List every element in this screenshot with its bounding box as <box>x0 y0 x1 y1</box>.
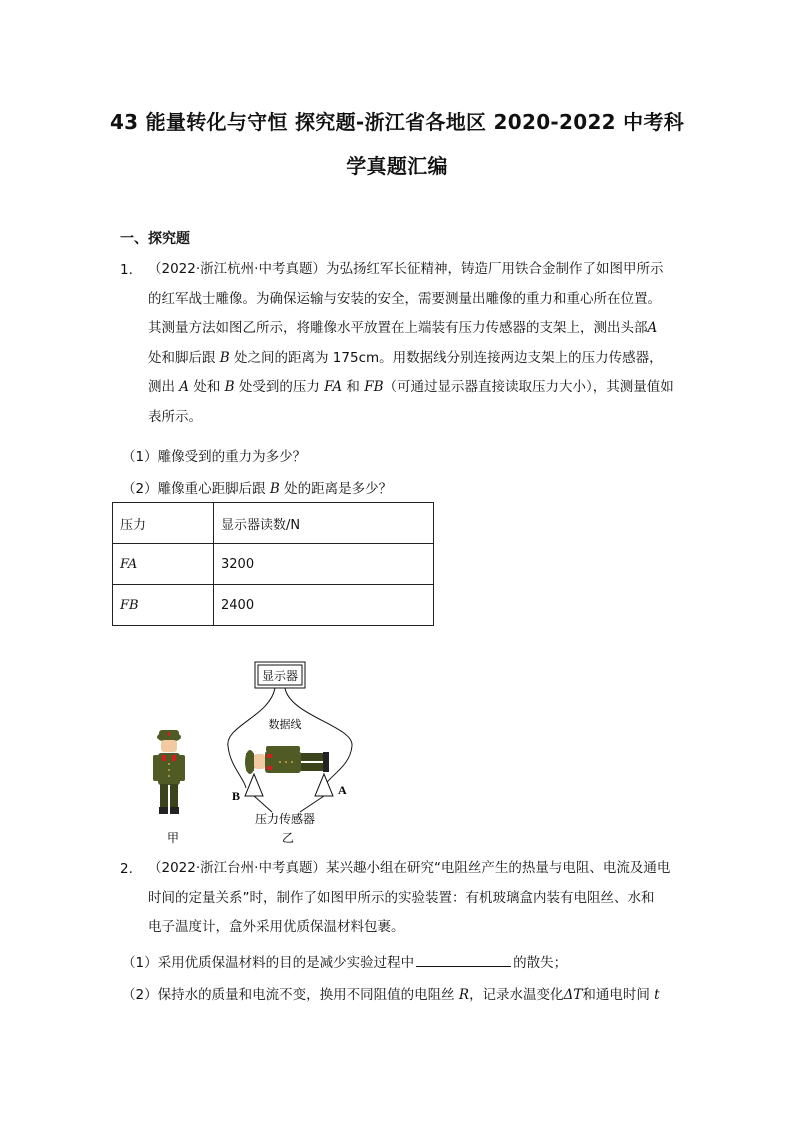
cable-label: 数据线 <box>268 719 302 731</box>
answer-blank[interactable] <box>416 952 511 967</box>
question-2-text <box>148 854 680 943</box>
document-title <box>100 100 694 188</box>
q2-sub-question-1: （1）采用优质保温材料的目的是减少实验过程中 的散失； <box>122 951 567 971</box>
var-fb: FB <box>364 379 384 395</box>
table-row <box>113 544 434 585</box>
q2-line: 电子温度计，盒外采用优质保温材料包裹。 <box>148 919 405 935</box>
q1-sub-question-2: （2）雕像重心距脚后跟 B 处的距离是多少？ <box>122 481 393 497</box>
caption-yi: 乙 <box>281 831 295 845</box>
soldier-lying <box>245 746 329 774</box>
var-b: B <box>219 349 230 366</box>
q2-sub-question-2: （2）保持水的质量和电流不变，换用不同阻值的电阻丝 R，记录水温变化ΔT和通电时间 t <box>122 987 660 1003</box>
table-header-cell: 显示器读数/N <box>214 503 434 544</box>
var-r: R <box>458 987 470 1003</box>
question-2-number: 2. <box>120 861 133 877</box>
q1-line: 表所示。 <box>148 408 202 425</box>
var-delta-t: ΔT <box>563 987 583 1003</box>
table-cell: FB <box>113 585 214 626</box>
q1-line: 测出 A 处和 B 处受到的压力 FA 和 FB（可通过显示器直接读取压力大小），其测量值如 <box>148 379 674 395</box>
q2-line: （2022·浙江台州·中考真题）某兴趣小组在研究“电阻丝产生的热量与电阻、电流及通电 <box>148 860 671 876</box>
force-table <box>112 502 434 626</box>
question-1-number: 1. <box>120 262 133 278</box>
table-cell: 3200 <box>214 544 434 585</box>
point-a-label: A <box>338 783 347 797</box>
statue-figure <box>140 656 380 856</box>
question-1-text <box>148 255 680 432</box>
var-a: A <box>647 320 658 336</box>
display-label: 显示器 <box>261 669 299 683</box>
point-b-label: B <box>232 789 241 803</box>
table-row <box>113 585 434 626</box>
cap-star-icon <box>167 732 170 735</box>
q1-sub-question-1: （1）雕像受到的重力为多少？ <box>122 449 307 465</box>
display-box <box>255 662 305 688</box>
support-b <box>245 774 263 796</box>
caption-jia: 甲 <box>166 831 180 845</box>
table-header-row <box>113 503 434 544</box>
support-a <box>315 774 333 796</box>
var-t: t <box>654 987 660 1003</box>
q1-line: （2022·浙江杭州·中考真题）为弘扬红军长征精神，铸造厂用铁合金制作了如图甲所示 <box>148 261 664 277</box>
table-cell: FA <box>113 544 214 585</box>
soldier-standing <box>153 730 185 814</box>
q1-line: 处和脚后跟 B 处之间的距离为 175cm。用数据线分别连接两边支架上的压力传感器， <box>148 349 663 366</box>
q2-line: 时间的定量关系”时，制作了如图甲所示的实验装置：有机玻璃盒内装有电阻丝、水和 <box>148 889 655 906</box>
title-line-1: 43 能量转化与守恒 探究题-浙江省各地区 2020-2022 中考科 <box>109 110 685 134</box>
sensor-label: 压力传感器 <box>254 812 316 826</box>
q1-line: 的红军战士雕像。为确保运输与安装的安全，需要测量出雕像的重力和重心所在位置。 <box>148 290 661 307</box>
section-heading: 一、探究题 <box>120 231 190 247</box>
var-fa: FA <box>324 379 343 395</box>
q1-line: 其测量方法如图乙所示，将雕像水平放置在上端装有压力传感器的支架上，测出头部A <box>148 320 658 336</box>
table-header-cell: 压力 <box>113 503 214 544</box>
table-cell: 2400 <box>214 585 434 626</box>
title-line-2: 学真题汇编 <box>346 154 448 178</box>
